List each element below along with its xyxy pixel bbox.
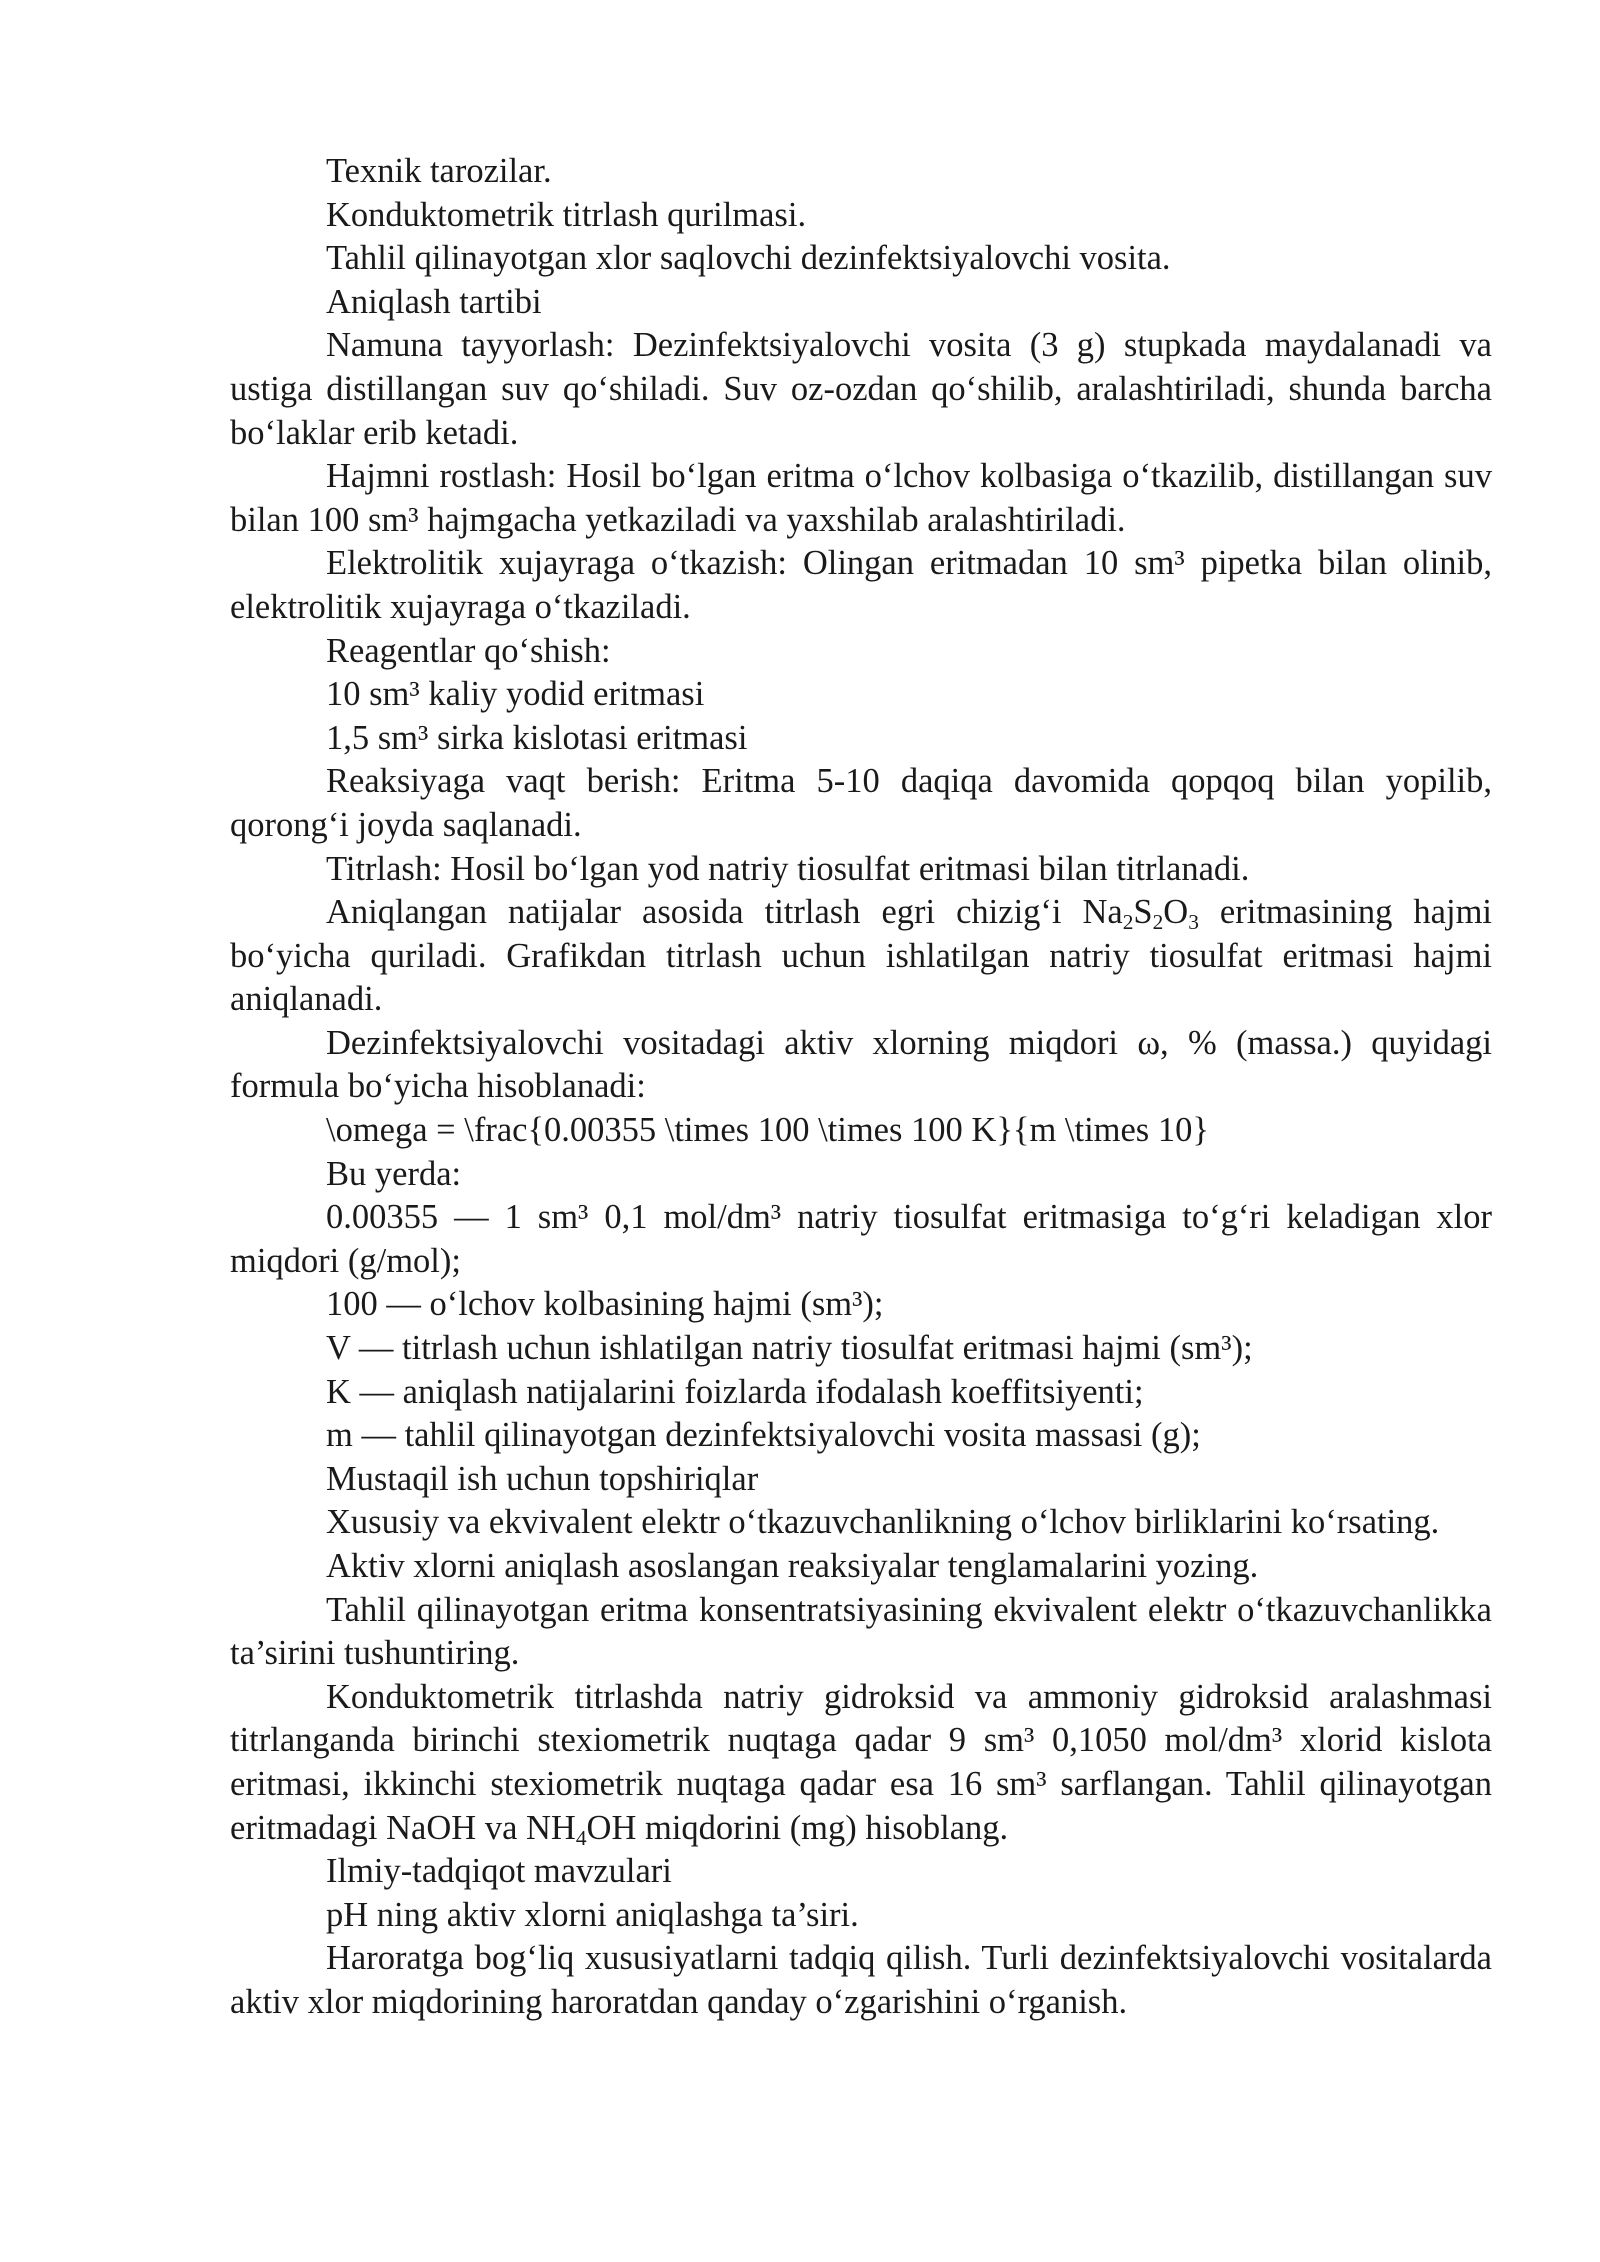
- paragraph: Aniqlangan natijalar asosida titrlash egri chizig‘i $Na_2S_2O_3$ eritmasining hajmi bo‘yicha quriladi. Grafikdan titrlash uchun ishlatilgan natriy tiosulfat eritmasi hajmi aniqlanadi.: [230, 893, 1492, 1019]
- research-topic: pH ning aktiv xlorni aniqlashga ta’siri.: [326, 1895, 859, 1934]
- paragraph: Bu yerda:: [326, 1154, 462, 1193]
- definition-item: 0.00355 — 1 sm³ 0,1 mol/dm³ natriy tiosulfat eritmasiga to‘g‘ri keladigan xlor miqdori (g/mol);: [230, 1198, 1492, 1280]
- task-item: Tahlil qilinayotgan eritma konsentratsiyasining ekvivalent elektr o‘tkazuvchanlikka ta’sirini tushuntiring.: [230, 1590, 1492, 1673]
- formula: \omega = \frac{0.00355 \times 100 \times 100 K}{m \times 10}: [326, 1111, 1209, 1150]
- section-heading: Ilmiy-tadqiqot mavzulari: [326, 1852, 672, 1891]
- task-item: Xususiy va ekvivalent elektr o‘tkazuvchanlikning o‘lchov birliklarini ko‘rsating.: [326, 1503, 1440, 1542]
- research-topic: Haroratga bog‘liq xususiyatlarni tadqiq qilish. Turli dezinfektsiyalovchi vositalarda aktiv xlor miqdorining haroratdan qanday o‘zgarishini o‘rganish.: [230, 1939, 1492, 2021]
- paragraph: Hajmni rostlash: Hosil bo‘lgan eritma o‘lchov kolbasiga o‘tkazilib, distillangan suv bilan 100 sm³ hajmgacha yetkaziladi va yaxshilab aralashtiriladi.: [230, 457, 1492, 539]
- definition-item: m — tahlil qilinayotgan dezinfektsiyalovchi vosita massasi (g);: [326, 1416, 1201, 1455]
- paragraph: Tahlil qilinayotgan xlor saqlovchi dezinfektsiyalovchi vosita.: [326, 239, 1171, 278]
- section-heading: Mustaqil ish uchun topshiriqlar: [326, 1459, 759, 1498]
- paragraph: Dezinfektsiyalovchi vositadagi aktiv xlorning miqdori ω, % (massa.) quyidagi formula bo‘yicha hisoblanadi:: [230, 1023, 1492, 1106]
- definition-item: K — aniqlash natijalarini foizlarda ifodalash koeffitsiyenti;: [326, 1372, 1144, 1411]
- list-item: 10 sm³ kaliy yodid eritmasi: [326, 675, 705, 714]
- definition-item: V — titrlash uchun ishlatilgan natriy tiosulfat eritmasi hajmi (sm³);: [326, 1329, 1253, 1368]
- section-heading: Aniqlash tartibi: [326, 282, 542, 321]
- paragraph: Elektrolitik xujayraga o‘tkazish: Olingan eritmadan 10 sm³ pipetka bilan olinib, elektrolitik xujayraga o‘tkaziladi.: [230, 544, 1492, 626]
- list-item: 1,5 sm³ sirka kislotasi eritmasi: [326, 718, 748, 757]
- paragraph: Titrlash: Hosil bo‘lgan yod natriy tiosulfat eritmasi bilan titrlanadi.: [326, 849, 1250, 888]
- paragraph: Texnik tarozilar.: [326, 152, 552, 190]
- paragraph: Konduktometrik titrlash qurilmasi.: [326, 195, 807, 234]
- document-page: [230, 150, 1492, 2025]
- paragraph: Reaksiyaga vaqt berish: Eritma 5-10 daqiqa davomida qopqoq bilan yopilib, qorong‘i joyda saqlanadi.: [230, 762, 1492, 844]
- task-item: Aktiv xlorni aniqlash asoslangan reaksiyalar tenglamalarini yozing.: [326, 1547, 1259, 1585]
- definition-item: 100 — o‘lchov kolbasining hajmi (sm³);: [326, 1285, 884, 1324]
- paragraph: Namuna tayyorlash: Dezinfektsiyalovchi vosita (3 g) stupkada maydalanadi va ustiga distillangan suv qo‘shiladi. Suv oz-ozdan qo‘shilib, aralashtiriladi, shunda barcha bo‘laklar erib ketadi.: [230, 326, 1492, 452]
- paragraph: Reagentlar qo‘shish:: [326, 631, 611, 670]
- task-item: Konduktometrik titrlashda natriy gidroksid va ammoniy gidroksid aralashmasi titrlanganda birinchi stexiometrik nuqtaga qadar 9 sm³ 0,1050 mol/dm³ xlorid kislota eritmasi, ikkinchi stexiometrik nuqtaga qadar esa 16 sm³ sarflangan. Tahlil qilinayotgan eritmadagi NaOH va $NH_4OH$ miqdorini (mg) hisoblang.: [230, 1677, 1492, 1850]
